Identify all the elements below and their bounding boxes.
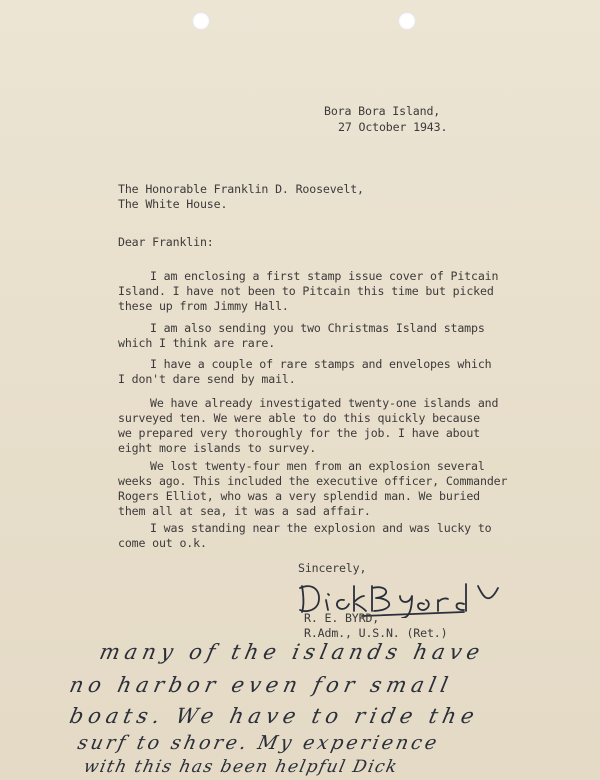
paragraph-line: which I think are rare. — [118, 336, 276, 350]
paragraph-line: Island. I have not been to Pitcain this time but picked — [118, 284, 494, 298]
paragraph-line: Rogers Elliot, who was a very splendid man. We buried — [118, 489, 480, 503]
paragraph-line: I am enclosing a first stamp issue cover of Pitcain — [150, 269, 499, 283]
paragraph-line: I was standing near the explosion and was lucky to — [150, 521, 492, 535]
addressee-line-1: The Honorable Franklin D. Roosevelt, — [118, 182, 364, 196]
paragraph-line: I have a couple of rare stamps and envelopes which — [150, 357, 492, 371]
signer-name: R. E. BYRD, — [304, 611, 380, 625]
paragraph-line: eight more islands to survey. — [118, 441, 317, 455]
paragraph-line: We lost twenty-four men from an explosion several — [150, 459, 485, 473]
paragraph-line: I don't dare send by mail. — [118, 372, 296, 386]
paragraph-line: We have already investigated twenty-one islands and — [150, 396, 499, 410]
postscript-line-4: surf to shore. My experience — [75, 732, 442, 754]
closing: Sincerely, — [298, 561, 367, 575]
signer-rank: R.Adm., U.S.N. (Ret.) — [304, 626, 448, 640]
punch-hole-right — [398, 12, 416, 30]
paragraph-line: surveyed ten. We were able to do this quickly because — [118, 411, 480, 425]
postscript-line-3: boats. We have to ride the — [67, 704, 482, 728]
postscript-line-5: with this has been helpful Dick — [81, 757, 401, 777]
paragraph-line: we prepared very thoroughly for the job. I have about — [118, 426, 480, 440]
postscript-line-1: many of the islands have — [97, 640, 487, 664]
paragraph-line: them all at sea, it was a sad affair. — [118, 504, 371, 518]
paragraph-line: these up from Jimmy Hall. — [118, 299, 289, 313]
letter-place: Bora Bora Island, — [324, 104, 441, 118]
letter-date: 27 October 1943. — [338, 120, 448, 134]
paragraph-line: I am also sending you two Christmas Island stamps — [150, 321, 485, 335]
punch-hole-left — [192, 12, 210, 30]
salutation: Dear Franklin: — [118, 235, 214, 249]
paragraph-line: weeks ago. This included the executive officer, Commander — [118, 474, 508, 488]
postscript-line-2: no harbor even for small — [67, 673, 455, 697]
addressee-line-2: The White House. — [118, 197, 228, 211]
paragraph-line: come out o.k. — [118, 536, 207, 550]
